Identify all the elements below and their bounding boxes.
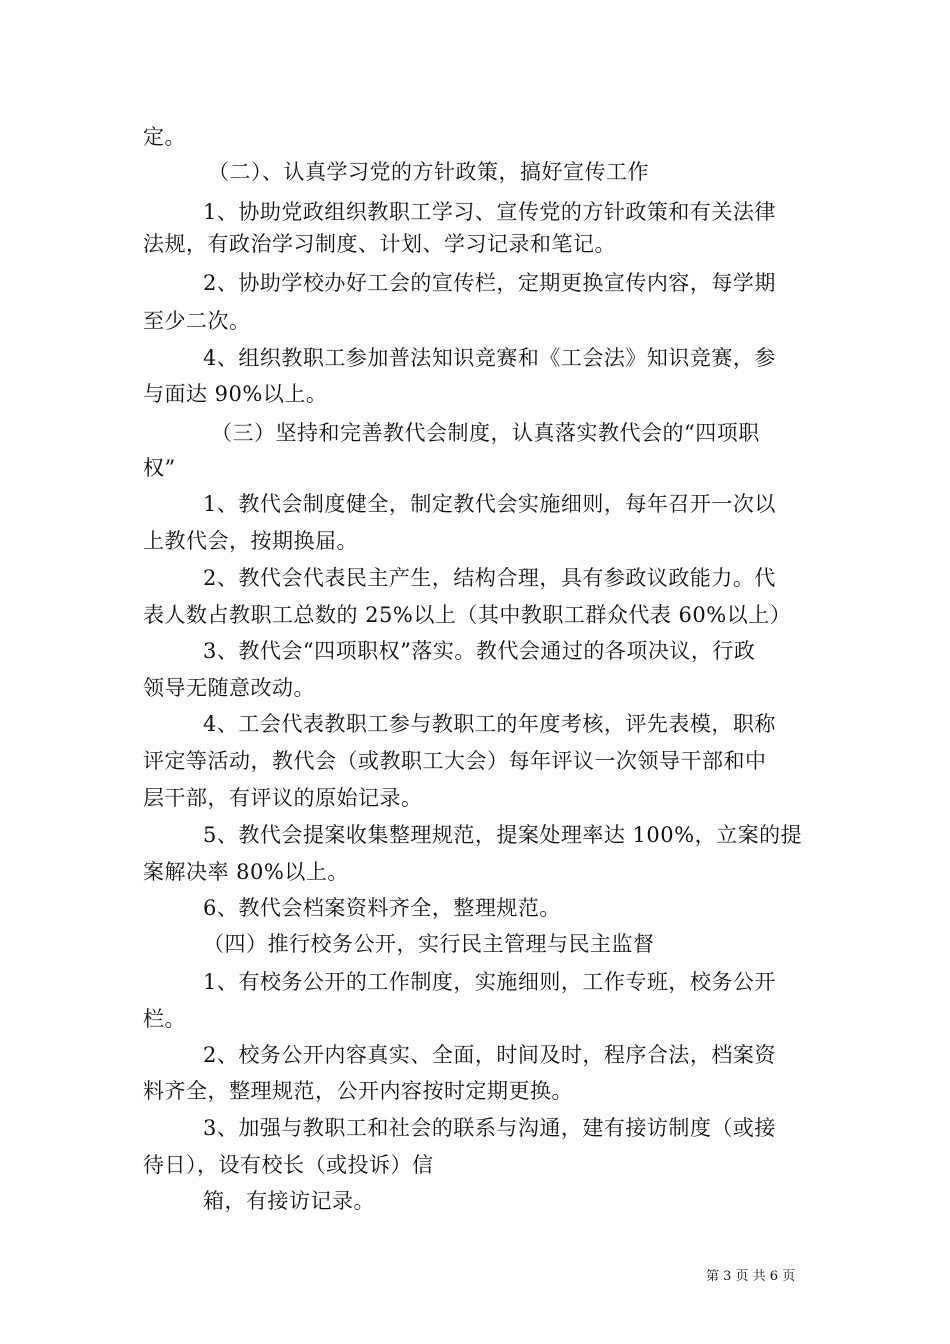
text-line: 3、教代会“四项职权”落实。教代会通过的各项决议，行政 <box>203 639 756 663</box>
text-line: 领导无随意改动。 <box>143 676 315 700</box>
text-line: 层干部，有评议的原始记录。 <box>143 786 423 810</box>
text-line: 评定等活动，教代会（或教职工大会）每年评议一次领导干部和中 <box>143 749 767 773</box>
text-line: 2、校务公开内容真实、全面，时间及时，程序合法，档案资 <box>203 1043 776 1067</box>
text-line: 2、协助学校办好工会的宣传栏，定期更换宣传内容，每学期 <box>203 271 776 295</box>
text-line: 法规，有政治学习制度、计划、学习记录和笔记。 <box>143 232 616 256</box>
text-line: 待日），设有校长（或投诉）信 <box>143 1153 434 1177</box>
text-line: 4、工会代表教职工参与教职工的年度考核，评先表模，职称 <box>203 712 776 736</box>
text-line: 上教代会，按期换届。 <box>143 529 358 553</box>
section-heading: 权” <box>143 456 176 480</box>
text-line: 定。 <box>143 125 186 149</box>
text-line: 1、协助党政组织教职工学习、宣传党的方针政策和有关法律 <box>203 200 776 224</box>
text-line: 栏。 <box>143 1007 186 1031</box>
text-line: 1、有校务公开的工作制度，实施细则，工作专班，校务公开 <box>203 970 776 994</box>
text-line: 2、教代会代表民主产生，结构合理，具有参政议政能力。代 <box>203 566 776 590</box>
text-line: 6、教代会档案资料齐全，整理规范。 <box>203 896 561 920</box>
text-line: 3、加强与教职工和社会的联系与沟通，建有接访制度（或接 <box>203 1116 776 1140</box>
text-line: 5、教代会提案收集整理规范，提案处理率达 100%，立案的提 <box>203 823 803 847</box>
text-line: 料齐全，整理规范，公开内容按时定期更换。 <box>143 1079 573 1103</box>
text-line: 1、教代会制度健全，制定教代会实施细则，每年召开一次以 <box>203 492 776 516</box>
section-heading: （二）、认真学习党的方针政策，搞好宣传工作 <box>208 160 649 184</box>
text-line: 箱，有接访记录。 <box>203 1189 375 1213</box>
section-heading: （三）坚持和完善教代会制度，认真落实教代会的“四项职 <box>211 421 760 445</box>
text-line: 至少二次。 <box>143 309 251 333</box>
text-line: 与面达 90%以上。 <box>143 382 328 406</box>
text-line: 案解决率 80%以上。 <box>143 860 349 884</box>
text-line: 4、组织教职工参加普法知识竞赛和《工会法》知识竞赛，参 <box>203 346 776 370</box>
section-heading: （四）推行校务公开，实行民主管理与民主监督 <box>203 932 655 956</box>
text-line: 表人数占教职工总数的 25%以上（其中教职工群众代表 60%以上） <box>143 603 792 627</box>
page-number: 第 3 页 共 6 页 <box>706 1269 796 1284</box>
